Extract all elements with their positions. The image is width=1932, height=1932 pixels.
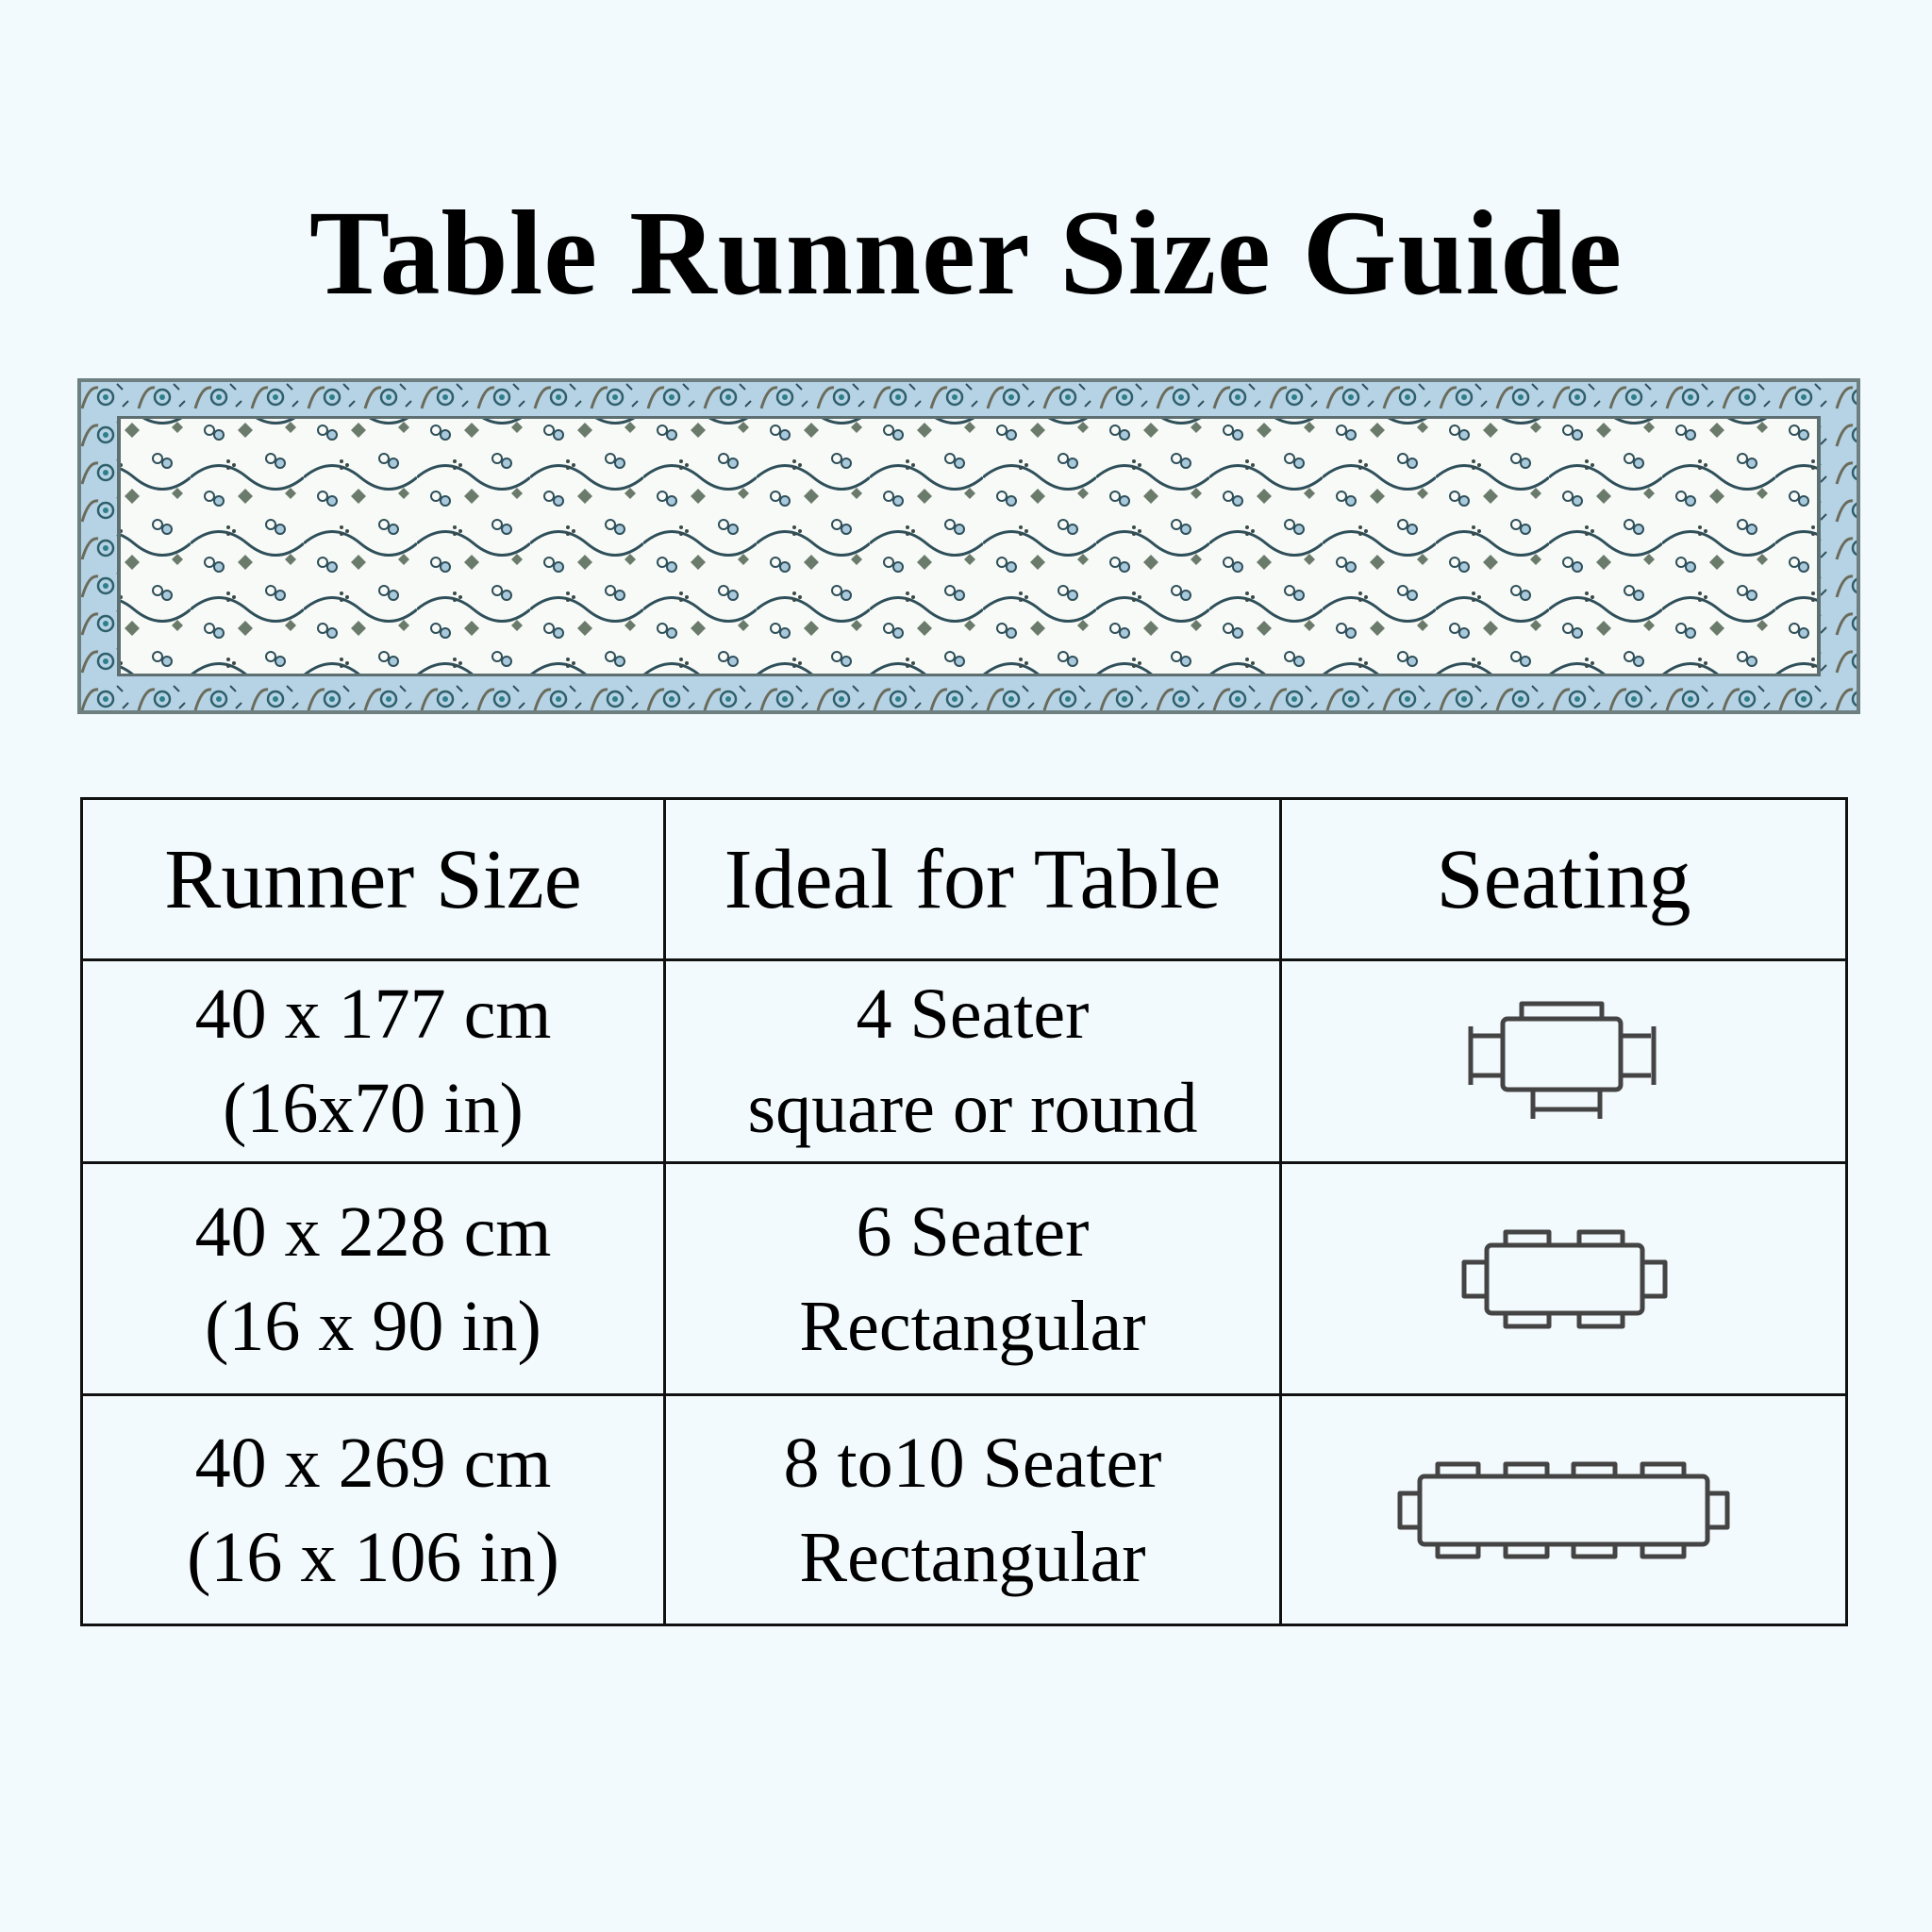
size-cm: 40 x 177 cm: [194, 974, 552, 1054]
size-in: (16 x 106 in): [187, 1517, 559, 1597]
four-seater-table-icon: [1465, 998, 1663, 1125]
header-runner-size: Runner Size: [82, 799, 665, 960]
runner-size-cell: [82, 1163, 665, 1395]
ten-seater-table-icon: [1396, 1460, 1731, 1560]
size-guide-table: [80, 797, 1848, 1626]
seating-cell: [1281, 1395, 1847, 1625]
page-title: Table Runner Size Guide: [308, 186, 1624, 320]
table-row: [82, 960, 1847, 1163]
table-type: 6 Seater: [856, 1191, 1090, 1272]
table-runner-image: [77, 378, 1860, 714]
table-shape: Rectangular: [799, 1517, 1146, 1597]
header-ideal-table: Ideal for Table: [665, 799, 1281, 960]
runner-size-cell: [82, 960, 665, 1163]
size-cm: 40 x 269 cm: [194, 1423, 552, 1503]
size-in: (16 x 90 in): [205, 1286, 541, 1366]
size-in: (16x70 in): [223, 1069, 524, 1148]
size-cm: 40 x 228 cm: [194, 1191, 552, 1272]
six-seater-table-icon: [1460, 1226, 1668, 1332]
runner-size-cell: [82, 1395, 665, 1625]
seating-cell: [1281, 1163, 1847, 1395]
seating-cell: [1281, 960, 1847, 1163]
ideal-table-cell: [665, 960, 1281, 1163]
table-shape: square or round: [747, 1069, 1198, 1148]
table-row: [82, 1163, 1847, 1395]
table-shape: Rectangular: [799, 1286, 1146, 1366]
table-row: [82, 1395, 1847, 1625]
table-type: 8 to10 Seater: [783, 1423, 1162, 1503]
header-seating: Seating: [1281, 799, 1847, 960]
table-header-row: [82, 799, 1847, 960]
ideal-table-cell: [665, 1395, 1281, 1625]
table-type: 4 Seater: [856, 974, 1090, 1054]
ideal-table-cell: [665, 1163, 1281, 1395]
